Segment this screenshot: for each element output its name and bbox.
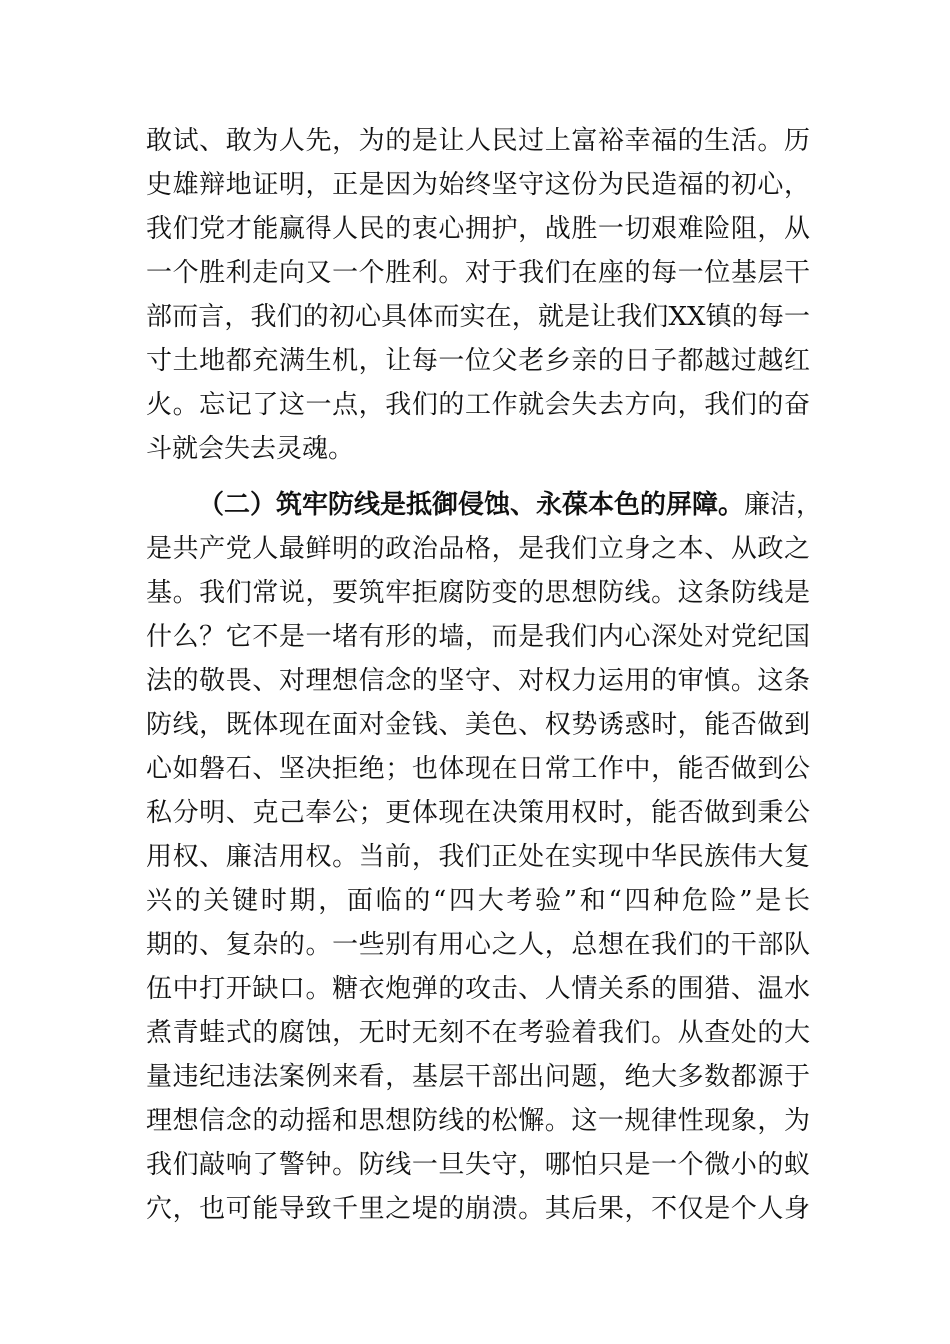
paragraph-2-line-2: 基。我们常说，要筑牢拒腐防变的思想防线。这条防线是	[146, 578, 810, 608]
paragraph-2-line-10: 期的、复杂的。一些别有用心之人，总想在我们的干部队	[146, 930, 810, 960]
paragraph-2-line-8: 用权、廉洁用权。当前，我们正处在实现中华民族伟大复	[146, 842, 810, 872]
paragraph-1-line-4: 一个胜利走向又一个胜利。对于我们在座的每一位基层干	[146, 258, 810, 288]
paragraph-2-line-11: 伍中打开缺口。糖衣炮弹的攻击、人情关系的围猎、温水	[146, 974, 810, 1004]
paragraph-1-line-1: 敢试、敢为人先，为的是让人民过上富裕幸福的生活。历	[146, 126, 810, 156]
paragraph-1-line-6: 寸土地都充满生机，让每一位父老乡亲的日子都越过越红	[146, 346, 810, 376]
section-heading: （二）筑牢防线是抵御侵蚀、永葆本色的屏障。	[198, 490, 745, 520]
paragraph-2-line-7: 私分明、克己奉公；更体现在决策用权时，能否做到秉公	[146, 798, 810, 828]
heading-line-continuation: 廉洁，	[744, 490, 823, 520]
paragraph-2-line-9: 兴的关键时期，面临的“四大考验”和“四种危险”是长	[146, 886, 810, 916]
paragraph-2-line-12: 煮青蛙式的腐蚀，无时无刻不在考验着我们。从查处的大	[146, 1018, 810, 1048]
paragraph-2-line-1: 是共产党人最鲜明的政治品格，是我们立身之本、从政之	[146, 534, 810, 564]
paragraph-2-line-16: 穴，也可能导致千里之堤的崩溃。其后果，不仅是个人身	[146, 1194, 810, 1224]
paragraph-2-heading-line	[146, 483, 823, 527]
paragraph-2-line-15: 我们敲响了警钟。防线一旦失守，哪怕只是一个微小的蚁	[146, 1150, 810, 1180]
paragraph-2-line-13: 量违纪违法案例来看，基层干部出问题，绝大多数都源于	[146, 1062, 810, 1092]
paragraph-2-line-6: 心如磐石、坚决拒绝；也体现在日常工作中，能否做到公	[146, 754, 810, 784]
paragraph-1-line-3: 我们党才能赢得人民的衷心拥护，战胜一切艰难险阻，从	[146, 214, 810, 244]
paragraph-2-line-4: 法的敬畏、对理想信念的坚守、对权力运用的审慎。这条	[146, 666, 810, 696]
paragraph-1-line-5: 部而言，我们的初心具体而实在，就是让我们XX镇的每一	[146, 302, 810, 332]
paragraph-2-line-5: 防线，既体现在面对金钱、美色、权势诱惑时，能否做到	[146, 710, 810, 740]
paragraph-1-line-7: 火。忘记了这一点，我们的工作就会失去方向，我们的奋	[146, 390, 810, 420]
paragraph-2-line-3: 什么？它不是一堵有形的墙，而是我们内心深处对党纪国	[146, 622, 810, 652]
paragraph-1-line-8: 斗就会失去灵魂。	[146, 434, 355, 464]
paragraph-1-line-2: 史雄辩地证明，正是因为始终坚守这份为民造福的初心，	[146, 170, 810, 200]
paragraph-2-line-14: 理想信念的动摇和思想防线的松懈。这一规律性现象，为	[146, 1106, 810, 1136]
